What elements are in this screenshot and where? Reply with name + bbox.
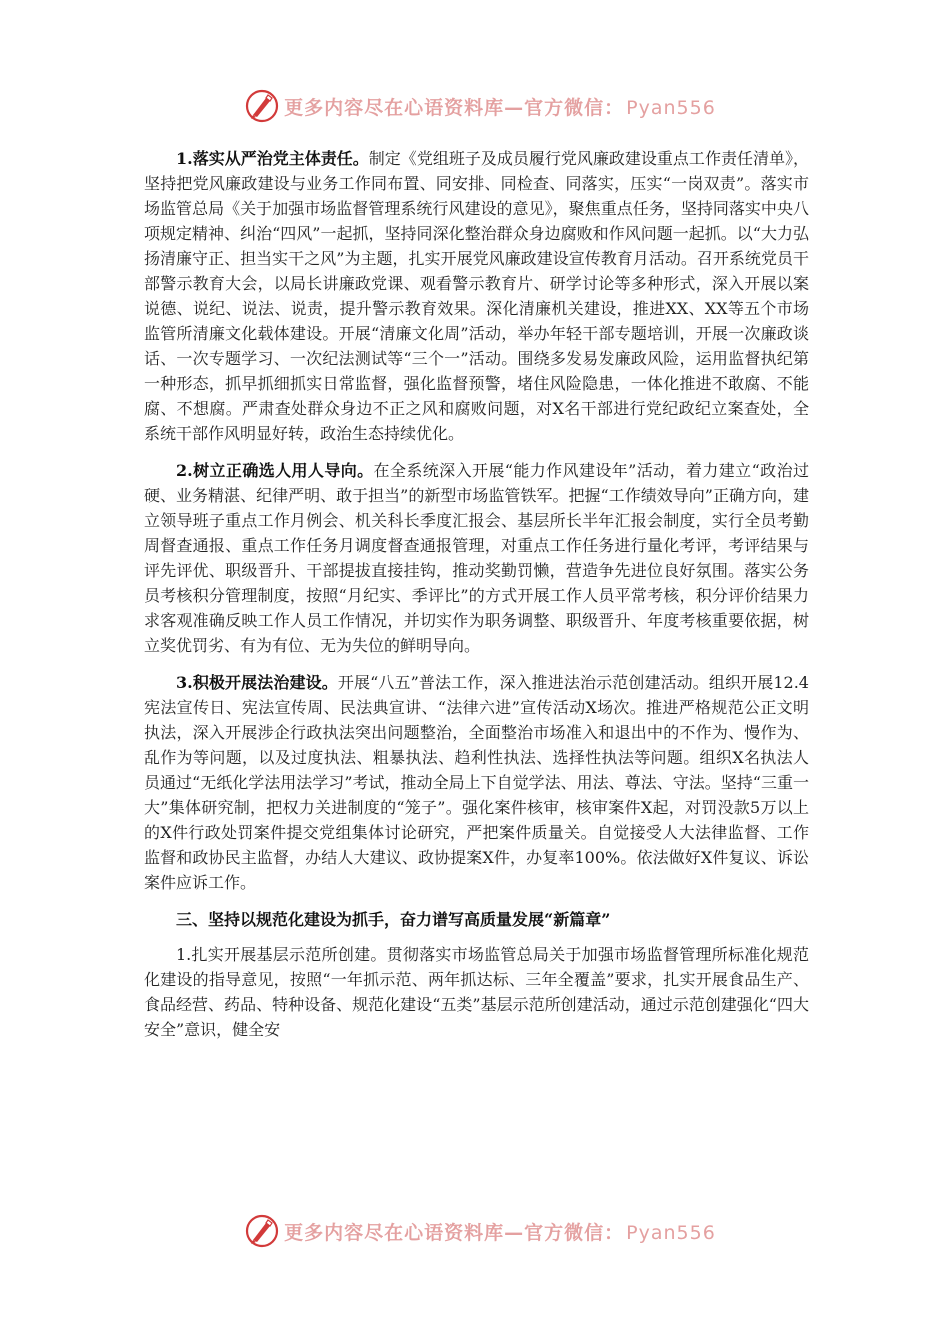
banner-text: 更多内容尽在心语资料库—官方微信： Pyan556 <box>284 96 716 119</box>
paragraph-lead: 3.积极开展法治建设。 <box>176 673 338 692</box>
header-banner <box>0 86 950 126</box>
paragraph-2 <box>144 458 809 658</box>
paragraph-4 <box>144 942 809 1042</box>
paragraph-lead: 2.树立正确选人用人导向。 <box>176 461 374 480</box>
paragraph-body: 开展“八五”普法工作，深入推进法治示范创建活动。组织开展12.4宪法宣传日、宪法宣传周、民法典宣讲、“法律六进”宣传活动X场次。推进严格规范公正文明执法，深入开展涉企行政执法突出问题整治，全面整治市场准入和退出中的不作为、慢作为、乱作为等问题，以及过度执法、粗暴执法、趋利性执法、选择性执法等问题。组织X名执法人员通过“无纸化学法用法学习”考试，推动全局上下自觉学法、用法、尊法、守法。坚持“三重一大”集体研究制，把权力关进制度的“笼子”。强化案件核审，核审案件X起，对罚没款5万以上的X件行政处罚案件提交党组集体讨论研究，严把案件质量关。自觉接受人大法律监督、工作监督和政协民主监督，办结人大建议、政协提案X件，办复率100%。依法做好X件复议、诉讼案件应诉工作。 <box>144 673 809 892</box>
paragraph-body: 在全系统深入开展“能力作风建设年”活动，着力建立“政治过硬、业务精湛、纪律严明、敢于担当”的新型市场监管铁军。把握“工作绩效导向”正确方向，建立领导班子重点工作月例会、机关科长季度汇报会、基层所长半年汇报会制度，实行全员考勤周督查通报、重点工作任务月调度督查通报管理，对重点工作任务进行量化考评，考评结果与评先评优、职级晋升、干部提拔直接挂钩，推动奖勤罚懒，营造争先进位良好氛围。落实公务员考核积分管理制度，按照“月纪实、季评比”的方式开展工作人员平常考核，积分评价结果力求客观准确反映工作人员工作情况，并切实作为职务调整、职级晋升、年度考核重要依据，树立奖优罚劣、有为有位、无为失位的鲜明导向。 <box>144 461 809 655</box>
wechat-id: Pyan556 <box>626 96 716 119</box>
paragraph-body: 1.扎实开展基层示范所创建。贯彻落实市场监管总局关于加强市场监督管理所标准化规范化建设的指导意见，按照“一年抓示范、两年抓达标、三年全覆盖”要求，扎实开展食品生产、食品经营、药品、特种设备、规范化建设“五类”基层示范所创建活动，通过示范创建强化“四大安全”意识，健全安 <box>144 945 809 1039</box>
pen-logo-icon <box>244 88 280 124</box>
paragraph-body: 制定《党组班子及成员履行党风廉政建设重点工作责任清单》，坚持把党风廉政建设与业务工作同布置、同安排、同检查、同落实，压实“一岗双责”。落实市场监管总局《关于加强市场监督管理系统行风建设的意见》，聚焦重点任务，坚持同落实中央八项规定精神、纠治“四风”一起抓，坚持同深化整治群众身边腐败和作风问题一起抓。以“大力弘扬清廉守正、担当实干之风”为主题，扎实开展党风廉政建设宣传教育月活动。召开系统党员干部警示教育大会，以局长讲廉政党课、观看警示教育片、研学讨论等多种形式，深入开展以案说德、说纪、说法、说责，提升警示教育效果。深化清廉机关建设，推进XX、XX等五个市场监管所清廉文化载体建设。开展“清廉文化周”活动，举办年轻干部专题培训，开展一次廉政谈话、一次专题学习、一次纪法测试等“三个一”活动。围绕多发易发廉政风险，运用监督执纪第一种形态，抓早抓细抓实日常监督，强化监督预警，堵住风险隐患，一体化推进不敢腐、不能腐、不想腐。严肃查处群众身边不正之风和腐败问题，对X名干部进行党纪政纪立案查处，全系统干部作风明显好转，政治生态持续优化。 <box>144 149 809 443</box>
document-body <box>144 146 809 1054</box>
footer-banner <box>0 1211 950 1251</box>
paragraph-1 <box>144 146 809 446</box>
paragraph-lead: 1.落实从严治党主体责任。 <box>176 149 369 168</box>
banner-text: 更多内容尽在心语资料库—官方微信： Pyan556 <box>284 1221 716 1244</box>
pen-logo-icon <box>244 1213 280 1249</box>
wechat-id: Pyan556 <box>626 1221 716 1244</box>
section-heading: 三、坚持以规范化建设为抓手，奋力谱写高质量发展“新篇章” <box>176 910 611 929</box>
paragraph-3 <box>144 670 809 895</box>
